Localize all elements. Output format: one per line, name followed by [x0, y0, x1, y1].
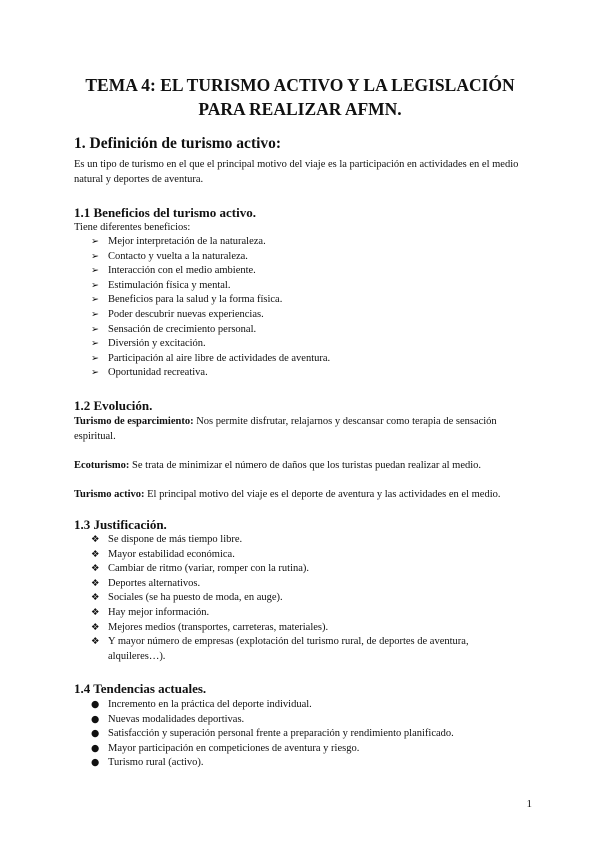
title-line-2: PARA REALIZAR AFMN.: [198, 99, 402, 119]
document-title: [40, 73, 560, 121]
benefit-bullet-icon: ➢: [91, 250, 99, 262]
trend-item-text: Turismo rural (activo).: [108, 757, 204, 769]
evolution-ecoturismo: [74, 459, 526, 474]
evolution-turismo-activo: [74, 488, 526, 503]
justification-bullet-icon: ❖: [91, 621, 100, 633]
benefit-bullet-icon: ➢: [91, 294, 99, 306]
trend-item: [91, 756, 454, 771]
trend-bullet-icon: ●: [91, 728, 100, 740]
justification-bullet-icon: ❖: [91, 534, 100, 545]
benefit-item-text: Interacción con el medio ambiente.: [108, 265, 256, 277]
justification-bullet-icon: ❖: [91, 592, 100, 604]
justification-item-text: Deportes alternativos.: [108, 577, 201, 589]
section-1-2-heading: 1.2 Evolución.: [74, 398, 153, 413]
justification-item-text: Cambiar de ritmo (variar, romper con la rutina).: [108, 563, 310, 575]
trend-item-text: Nuevas modalidades deportivas.: [108, 713, 245, 725]
benefit-bullet-icon: ➢: [91, 308, 99, 320]
benefit-item-text: Mejor interpretación de la naturaleza.: [108, 236, 266, 247]
page-number: 1: [526, 798, 532, 810]
benefit-item: [91, 250, 330, 265]
justification-item-text: Y mayor número de empresas (explotación del turismo rural, de deportes de aventura, alquileres…).: [108, 636, 469, 662]
justification-item: [91, 635, 508, 664]
benefit-item: [91, 366, 330, 381]
trend-item-text: Satisfacción y superación personal frente a preparación y rendimiento planificado.: [108, 728, 454, 740]
justification-bullet-icon: ❖: [91, 548, 100, 560]
benefit-item-text: Sensación de crecimiento personal.: [108, 323, 257, 335]
trend-item: [91, 742, 454, 757]
trend-bullet-icon: ●: [91, 713, 100, 725]
benefits-intro: Tiene diferentes beneficios:: [74, 222, 191, 233]
benefit-item: [91, 352, 330, 367]
justification-item-text: Hay mejor información.: [108, 606, 210, 618]
benefit-item: [91, 308, 330, 323]
section-1-definition: Es un tipo de turismo en el que el principal motivo del viaje es la participación en actividades en el medio natural y deportes de aventura.: [74, 159, 519, 185]
justification-item-text: Sociales (se ha puesto de moda, en auge).: [108, 592, 283, 604]
trend-item: [91, 727, 454, 742]
benefit-item-text: Diversión y excitación.: [108, 338, 206, 350]
trend-bullet-icon: ●: [91, 742, 100, 754]
justification-bullet-icon: ❖: [91, 577, 100, 589]
benefit-item-text: Estimulación física y mental.: [108, 279, 231, 291]
trend-item: [91, 698, 454, 713]
justification-item: [91, 591, 508, 606]
benefit-item: [91, 293, 330, 308]
benefit-item: [91, 337, 330, 352]
benefit-bullet-icon: ➢: [91, 265, 99, 277]
trend-item-text: Mayor participación en competiciones de aventura y riesgo.: [108, 742, 360, 754]
justification-item: [91, 577, 508, 592]
benefit-item: [91, 279, 330, 294]
title-line-1: TEMA 4: EL TURISMO ACTIVO Y LA LEGISLACIÓN: [85, 75, 515, 95]
trend-bullet-icon: ●: [91, 699, 100, 710]
justification-list: [91, 533, 508, 664]
benefit-item-text: Participación al aire libre de actividades de aventura.: [108, 352, 331, 364]
justification-item-text: Se dispone de más tiempo libre.: [108, 534, 243, 545]
justification-item: [91, 562, 508, 577]
justification-item: [91, 533, 508, 548]
benefit-bullet-icon: ➢: [91, 367, 99, 379]
text-esparcimiento: Nos permite disfrutar, relajarnos y descansar como terapia de sensación espiritual.: [74, 416, 497, 442]
justification-item: [91, 621, 508, 636]
text-turismo-activo: El principal motivo del viaje es el deporte de aventura y las actividades en el medio.: [144, 489, 501, 500]
benefit-bullet-icon: ➢: [91, 236, 99, 247]
benefit-item: [91, 264, 330, 279]
evolution-esparcimiento: [74, 415, 526, 444]
justification-item-text: Mayor estabilidad económica.: [108, 548, 235, 560]
benefit-item: [91, 235, 330, 250]
justification-bullet-icon: ❖: [91, 636, 100, 648]
term-ecoturismo: Ecoturismo:: [74, 460, 130, 471]
justification-item-text: Mejores medios (transportes, carreteras, materiales).: [108, 621, 329, 633]
benefits-list: [91, 235, 330, 381]
section-1-heading: 1. Definición de turismo activo:: [74, 135, 282, 152]
justification-bullet-icon: ❖: [91, 606, 100, 618]
trends-list: [91, 698, 454, 771]
benefit-item-text: Poder descubrir nuevas experiencias.: [108, 308, 264, 320]
benefit-bullet-icon: ➢: [91, 279, 99, 291]
trend-item: [91, 713, 454, 728]
section-1-3-heading: 1.3 Justificación.: [74, 517, 167, 532]
term-esparcimiento: Turismo de esparcimiento:: [74, 416, 194, 427]
benefit-item-text: Beneficios para la salud y la forma física.: [108, 294, 283, 306]
benefit-item-text: Contacto y vuelta a la naturaleza.: [108, 250, 248, 262]
section-1-4-heading: 1.4 Tendencias actuales.: [74, 681, 207, 696]
benefit-bullet-icon: ➢: [91, 323, 99, 335]
trend-bullet-icon: ●: [91, 757, 100, 769]
benefit-bullet-icon: ➢: [91, 352, 99, 364]
justification-bullet-icon: ❖: [91, 563, 100, 575]
justification-item: [91, 606, 508, 621]
section-1-1-heading: 1.1 Beneficios del turismo activo.: [74, 205, 256, 220]
text-ecoturismo: Se trata de minimizar el número de daños que los turistas puedan realizar al medio.: [129, 460, 482, 471]
trend-item-text: Incremento en la práctica del deporte individual.: [108, 699, 312, 710]
benefit-bullet-icon: ➢: [91, 338, 99, 350]
justification-item: [91, 548, 508, 563]
benefit-item-text: Oportunidad recreativa.: [108, 367, 208, 379]
benefit-item: [91, 323, 330, 338]
term-turismo-activo: Turismo activo:: [74, 489, 145, 500]
